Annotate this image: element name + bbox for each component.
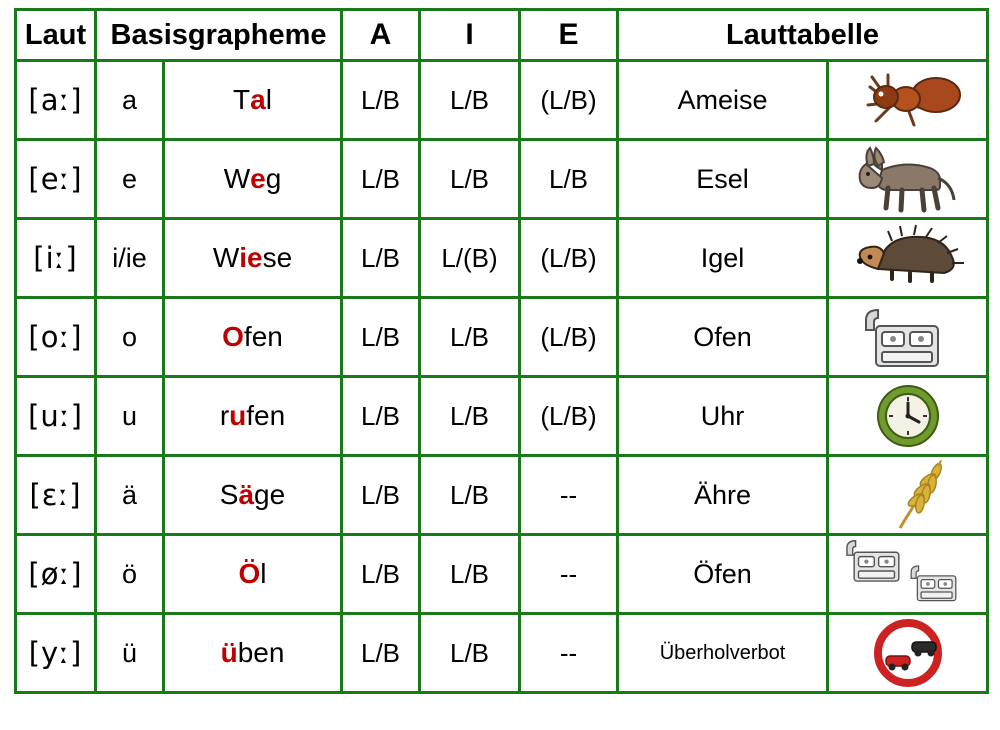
cell-bild [828,614,988,693]
cell-beispiel [164,614,342,693]
cell-e: (L/B) [520,61,618,140]
cell-a: L/B [342,61,420,140]
cell-i: L/B [420,614,520,693]
header-a: A [342,10,420,61]
cell-beispiel [164,140,342,219]
header-e: E [520,10,618,61]
cell-graphem: ö [96,535,164,614]
clock-icon [829,380,986,452]
beispiel-highlight: e [250,163,266,194]
cell-beispiel [164,219,342,298]
cell-bild [828,140,988,219]
cell-a: L/B [342,535,420,614]
cell-beispiel [164,535,342,614]
beispiel-pre: W [223,163,251,194]
cell-laut: [uː] [16,377,96,456]
donkey-icon [829,143,986,215]
cell-laut: [eː] [16,140,96,219]
cell-a: L/B [342,298,420,377]
beispiel-post: ben [237,637,285,668]
beispiel-highlight: u [229,400,247,431]
table-row [16,614,988,693]
cell-bild [828,298,988,377]
beispiel-pre: T [233,84,251,115]
cell-i: L/B [420,298,520,377]
cell-beispiel [164,298,342,377]
cell-i: L/(B) [420,219,520,298]
cell-bild [828,61,988,140]
cell-graphem: i/ie [96,219,164,298]
beispiel-post: l [260,558,267,589]
cell-laut: [aː] [16,61,96,140]
cell-e: (L/B) [520,377,618,456]
cell-bild [828,456,988,535]
beispiel-post: g [265,163,282,194]
cell-beispiel [164,61,342,140]
cell-wort: Überholverbot [618,614,828,693]
cell-e: (L/B) [520,219,618,298]
cell-graphem: e [96,140,164,219]
beispiel-post: l [265,84,272,115]
cell-graphem: a [96,61,164,140]
cell-a: L/B [342,140,420,219]
header-basisgrapheme: Basisgrapheme [96,10,342,61]
cell-graphem: ä [96,456,164,535]
cell-a: L/B [342,219,420,298]
cell-beispiel [164,377,342,456]
cell-e: (L/B) [520,298,618,377]
beispiel-highlight: ie [239,242,263,273]
lauttabelle-table [14,8,989,694]
table-row [16,140,988,219]
cell-a: L/B [342,614,420,693]
beispiel-highlight: a [250,84,266,115]
beispiel-post: ge [254,479,286,510]
cell-e: -- [520,535,618,614]
cell-e: -- [520,614,618,693]
cell-laut: [oː] [16,298,96,377]
cell-wort: Öfen [618,535,828,614]
cell-laut: [ɛː] [16,456,96,535]
beispiel-pre: W [212,242,240,273]
cell-e: -- [520,456,618,535]
table-row [16,219,988,298]
hedgehog-icon [829,222,986,294]
oven-icon [829,301,986,373]
cell-graphem: o [96,298,164,377]
cell-a: L/B [342,456,420,535]
cell-wort: Igel [618,219,828,298]
cell-i: L/B [420,61,520,140]
cell-graphem: u [96,377,164,456]
cell-i: L/B [420,377,520,456]
cell-a: L/B [342,377,420,456]
cell-bild [828,377,988,456]
table-row [16,61,988,140]
cell-bild [828,219,988,298]
two-ovens-icon [829,538,986,610]
beispiel-highlight: O [222,321,244,352]
header-laut: Laut [16,10,96,61]
beispiel-pre: S [219,479,239,510]
beispiel-post: fen [243,321,283,352]
table-row [16,535,988,614]
cell-i: L/B [420,535,520,614]
cell-wort: Esel [618,140,828,219]
cell-laut: [øː] [16,535,96,614]
table-body [16,61,988,693]
beispiel-highlight: Ö [238,558,261,589]
cell-laut: [yː] [16,614,96,693]
table-header [16,10,988,61]
header-lauttabelle: Lauttabelle [618,10,988,61]
beispiel-post: se [262,242,293,273]
no-overtaking-icon [829,617,986,689]
beispiel-highlight: ä [238,479,255,510]
cell-e: L/B [520,140,618,219]
cell-wort: Uhr [618,377,828,456]
ant-icon [829,64,986,136]
cell-laut: [iː] [16,219,96,298]
table-row [16,298,988,377]
beispiel-pre: r [219,400,230,431]
cell-wort: Ofen [618,298,828,377]
cell-i: L/B [420,456,520,535]
beispiel-highlight: ü [220,637,238,668]
cell-wort: Ähre [618,456,828,535]
header-row [16,10,988,61]
cell-i: L/B [420,140,520,219]
cell-bild [828,535,988,614]
cell-wort: Ameise [618,61,828,140]
table-row [16,377,988,456]
table-row [16,456,988,535]
beispiel-post: fen [246,400,286,431]
header-i: I [420,10,520,61]
wheat-icon [829,459,986,531]
cell-beispiel [164,456,342,535]
cell-graphem: ü [96,614,164,693]
